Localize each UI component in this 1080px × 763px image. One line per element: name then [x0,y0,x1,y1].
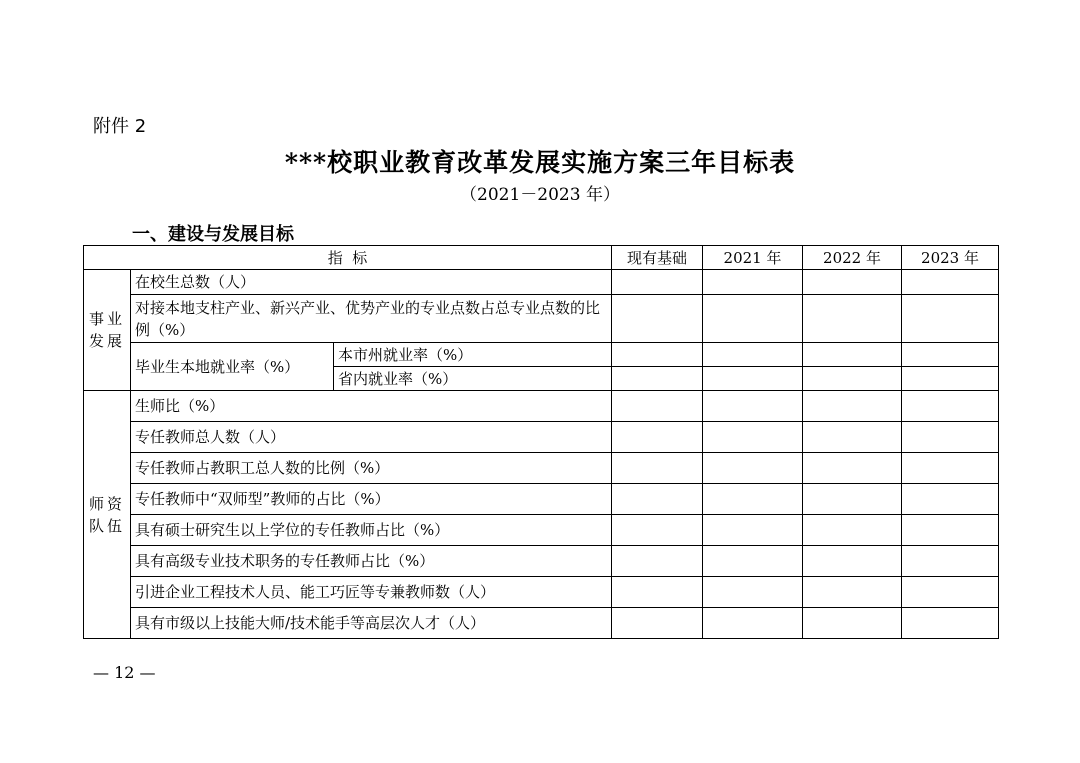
value-cell [612,577,703,608]
value-cell [703,422,803,453]
header-2022: 2022 年 [803,246,902,270]
table-row [84,270,999,295]
value-cell [902,295,999,343]
value-cell [703,546,803,577]
header-row [84,246,999,270]
header-2021: 2021 年 [703,246,803,270]
value-cell [703,270,803,295]
value-cell [803,391,902,422]
value-cell [803,484,902,515]
value-cell [612,391,703,422]
value-cell [803,577,902,608]
indicator-cell: 在校生总数（人） [131,270,612,295]
value-cell [703,453,803,484]
value-cell [703,367,803,391]
sub-indicator-cell: 省内就业率（%） [334,367,612,391]
value-cell [703,515,803,546]
indicator-cell: 专任教师占教职工总人数的比例（%） [131,453,612,484]
value-cell [703,343,803,367]
table-row [84,453,999,484]
value-cell [803,295,902,343]
value-cell [902,577,999,608]
targets-table [83,245,999,639]
value-cell [612,515,703,546]
value-cell [612,546,703,577]
value-cell [803,270,902,295]
value-cell [703,577,803,608]
header-indicator: 指 标 [84,246,612,270]
value-cell [902,367,999,391]
value-cell [612,422,703,453]
indicator-cell: 专任教师总人数（人） [131,422,612,453]
indicator-cell: 对接本地支柱产业、新兴产业、优势产业的专业点数占总专业点数的比例（%） [131,295,612,343]
value-cell [902,515,999,546]
page-subtitle: （2021－2023 年） [460,185,620,205]
table-row [84,391,999,422]
indicator-cell: 专任教师中“双师型”教师的占比（%） [131,484,612,515]
category-label-line1: 事业 [88,310,125,328]
category-cell-development [84,270,131,391]
indicator-cell: 具有硕士研究生以上学位的专任教师占比（%） [131,515,612,546]
value-cell [803,515,902,546]
table-row [84,546,999,577]
value-cell [703,295,803,343]
value-cell [803,608,902,639]
value-cell [612,608,703,639]
value-cell [612,484,703,515]
value-cell [612,343,703,367]
value-cell [902,391,999,422]
value-cell [612,295,703,343]
value-cell [803,422,902,453]
category-label-line2: 队伍 [88,516,125,535]
value-cell [902,546,999,577]
value-cell [703,391,803,422]
header-baseline: 现有基础 [612,246,703,270]
value-cell [803,546,902,577]
value-cell [902,453,999,484]
value-cell [902,422,999,453]
value-cell [902,608,999,639]
header-2023: 2023 年 [902,246,999,270]
sub-indicator-cell: 本市州就业率（%） [334,343,612,367]
category-cell-faculty [84,391,131,639]
section-heading: 一、建设与发展目标 [132,224,294,245]
table-row [84,343,999,367]
value-cell [612,367,703,391]
value-cell [902,484,999,515]
value-cell [902,270,999,295]
value-cell [703,608,803,639]
page-title: ***校职业教育改革发展实施方案三年目标表 [284,148,796,177]
value-cell [902,343,999,367]
indicator-cell: 生师比（%） [131,391,612,422]
value-cell [803,367,902,391]
value-cell [612,270,703,295]
value-cell [703,484,803,515]
table-row [84,484,999,515]
value-cell [803,453,902,484]
indicator-cell: 具有高级专业技术职务的专任教师占比（%） [131,546,612,577]
table-row [84,577,999,608]
table-row [84,515,999,546]
category-label-line2: 发展 [88,332,125,350]
table-row [84,608,999,639]
category-label-line1: 师资 [88,494,125,513]
indicator-cell: 引进企业工程技术人员、能工巧匠等专兼教师数（人） [131,577,612,608]
table-row [84,295,999,343]
attachment-label: 附件 2 [93,116,147,137]
indicator-cell: 具有市级以上技能大师/技术能手等高层次人才（人） [131,608,612,639]
table-row [84,422,999,453]
value-cell [612,453,703,484]
value-cell [803,343,902,367]
page-number: — 12 — [93,663,156,682]
indicator-cell: 毕业生本地就业率（%） [131,343,334,391]
